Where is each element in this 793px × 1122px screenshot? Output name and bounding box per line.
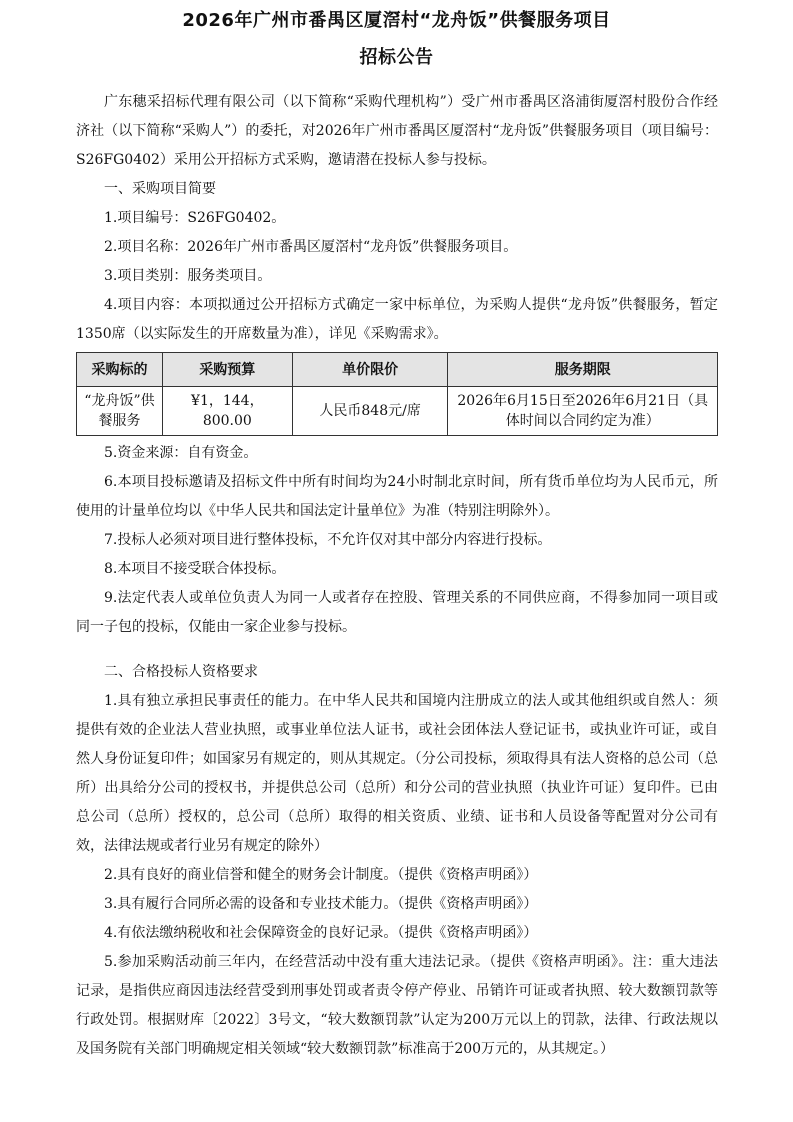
table-cell-service-period: 2026年6月15日至2026年6月21日（具体时间以合同约定为准） [448,387,718,436]
section1-item-9: 9.法定代表人或单位负责人为同一人或者存在控股、管理关系的不同供应商，不得参加同一项目或同一子包的投标，仅能由一家企业参与投标。 [76,590,718,635]
section1-item-8: 8.本项目不接受联合体投标。 [104,561,286,577]
section2-item-5: 5.参加采购活动前三年内，在经营活动中没有重大违法记录。（提供《资格声明函》。注：重大违法记录，是指供应商因违法经营受到刑事处罚或者责令停产停业、吊销许可证或者执照、较大数额罚款等行政处罚。根据财库〔2022〕3号文，“较大数额罚款”认定为200万元以上的罚款，法律、行政法规以及国务院有关部门明确规定相关领域“较大数额罚款”标准高于200万元的，从其规定。） [76,954,718,1057]
table-cell-budget: ¥1，144，800.00 [162,387,292,436]
table-header-row [77,353,718,387]
section-spacer [76,642,718,658]
section2-item-3: 3.具有履行合同所必需的设备和专业技术能力。（提供《资格声明函》） [104,896,538,912]
section2-item-2: 2.具有良好的商业信誉和健全的财务会计制度。（提供《资格声明函》） [104,867,538,883]
table-header-cell: 采购预算 [162,353,292,387]
section1-heading: 一、采购项目简要 [104,181,216,197]
section2-item-4: 4.有依法缴纳税收和社会保障资金的良好记录。（提供《资格声明函》） [104,925,538,941]
section1-item-3: 3.项目类别：服务类项目。 [104,268,272,284]
procurement-table [76,352,718,436]
section1-item-1: 1.项目编号：S26FG0402。 [104,210,286,226]
table-header-cell: 采购标的 [77,353,163,387]
section2-heading: 二、合格投标人资格要求 [104,664,258,680]
section1-item-4: 4.项目内容：本项拟通过公开招标方式确定一家中标单位，为采购人提供“龙舟饭”供餐服务，暂定1350席（以实际发生的开席数量为准），详见《采购需求》。 [76,297,718,342]
table-header-cell: 单价限价 [292,353,448,387]
intro-paragraph: 广东穗采招标代理有限公司（以下简称“采购代理机构”）受广州市番禺区洛浦街厦滘村股份合作经济社（以下简称“采购人”）的委托，对2026年广州市番禺区厦滘村“龙舟饭”供餐服务项目（项目编号：S26FG0402）采用公开招标方式采购，邀请潜在投标人参与投标。 [76,94,718,168]
section1-item-2: 2.项目名称：2026年广州市番禺区厦滘村“龙舟饭”供餐服务项目。 [104,239,518,255]
section1-item-7: 7.投标人必须对项目进行整体投标，不允许仅对其中部分内容进行投标。 [104,532,552,548]
table-row [77,387,718,436]
table-cell-price-limit: 人民币848元/席 [292,387,448,436]
section1-item-6: 6.本项目投标邀请及招标文件中所有时间均为24小时制北京时间，所有货币单位均为人民币元，所使用的计量单位均以《中华人民共和国法定计量单位》为准（特别注明除外）。 [76,474,718,519]
table-cell-item: “龙舟饭”供餐服务 [77,387,163,436]
document-title: 2026年广州市番禺区厦滘村“龙舟饭”供餐服务项目 [182,10,611,31]
table-header-cell: 服务期限 [448,353,718,387]
document-subtitle: 招标公告 [359,47,434,68]
document-body [76,88,718,1064]
section2-item-1: 1.具有独立承担民事责任的能力。在中华人民共和国境内注册成立的法人或其他组织或自然人：须提供有效的企业法人营业执照，或事业单位法人证书，或社会团体法人登记证书，或执业许可证，或自然人身份证复印件；如国家另有规定的，则从其规定。（分公司投标，须取得具有法人资格的总公司（总所）出具给分公司的授权书，并提供总公司（总所）和分公司的营业执照（执业许可证）复印件。已由总公司（总所）授权的，总公司（总所）取得的相关资质、业绩、证书和人员设备等配置对分公司有效，法律法规或者行业另有规定的除外） [76,693,718,854]
section1-item-5: 5.资金来源：自有资金。 [104,445,258,461]
